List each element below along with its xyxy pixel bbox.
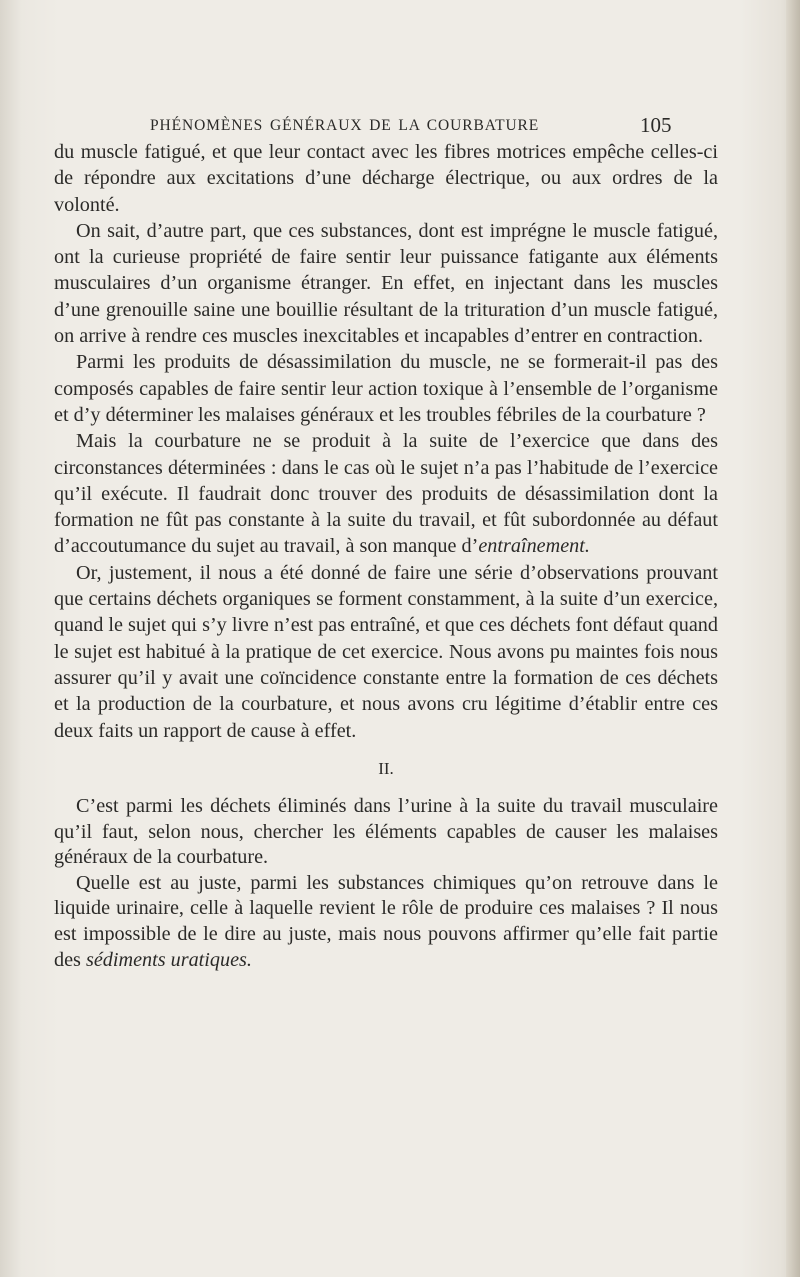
paragraph-4-emphasis: entraînement. — [478, 535, 590, 558]
running-head-title: PHÉNOMÈNES GÉNÉRAUX DE LA COURBATURE — [150, 117, 540, 134]
paragraph-5: Or, justement, il nous a été donné de faire une série d’observations prouvant que certains déchets organiques se forment constamment, à la suite d’un exercice, quand le sujet qui s’y livre n’est pas entraîné, et que ces déchets font défaut quand le sujet est habitué à la pratique de cet exercice. Nous avons pu maintes fois nous assurer qu’il y avait une coïncidence constante entre la formation de ces déchets et la production de la courbature, et nous avons cru légitime d’établir entre ces deux faits un rapport de cause à effet. — [54, 561, 718, 742]
paragraph-1: du muscle fatigué, et que leur contact avec les fibres motrices empêche celles-ci de répondre aux excitations d’une décharge électrique, ou aux ordres de la volonté. — [54, 141, 718, 216]
paragraph-2: On sait, d’autre part, que ces substances, dont est imprégne le muscle fatigué, ont la curieuse propriété de faire sentir leur puissance fatigante aux éléments musculaires d’un organisme étranger. En effet, en injectant dans les muscles d’une grenouille saine une bouillie résultant de la trituration d’un muscle fatigué, on arrive à rendre ces muscles inexcitables et incapables d’entrer en contraction. — [54, 219, 718, 348]
page-edge-shadow — [786, 0, 800, 1277]
section-2-paragraph-1: C’est parmi les déchets éliminés dans l’urine à la suite du travail musculaire qu’il faut, selon nous, chercher les éléments capables de causer les malaises généraux de la courbature. — [54, 795, 718, 869]
section-2-paragraph-2-emphasis: sédiments uratiques. — [85, 948, 252, 971]
body-text — [54, 139, 718, 744]
paragraph-4-text: Mais la courbature ne se produit à la suite de l’exercice que dans des circonstances déterminées : dans le cas où le sujet n’a pas l’habitude de l’exercice qu’il exécute. Il faudrait donc trouver des produits de désassimilation dont la formation ne fût pas constante à la suite du travail, et fût subordonnée au défaut d’accoutumance du sujet au travail, à son manque d’ — [54, 430, 718, 558]
paragraph-4 — [54, 428, 718, 559]
section-2-paragraph-2 — [54, 871, 718, 973]
section-heading: II. — [378, 759, 394, 778]
paragraph-3: Parmi les produits de désassimilation du muscle, ne se formerait-il pas des composés capables de faire sentir leur action toxique à l’ensemble de l’organisme et d’y déterminer les malaises généraux et les troubles fébriles de la courbature ? — [54, 351, 718, 426]
page-number: 105 — [640, 113, 672, 137]
section-2-paragraph-2-text: Quelle est au juste, parmi les substances chimiques qu’on retrouve dans le liquide urinaire, celle à laquelle revient le rôle de produire ces malaises ? Il nous est impossible de le dire au juste, mais nous pouvons affirmer qu’elle fait partie des — [54, 871, 718, 971]
section-2-text — [54, 794, 718, 973]
